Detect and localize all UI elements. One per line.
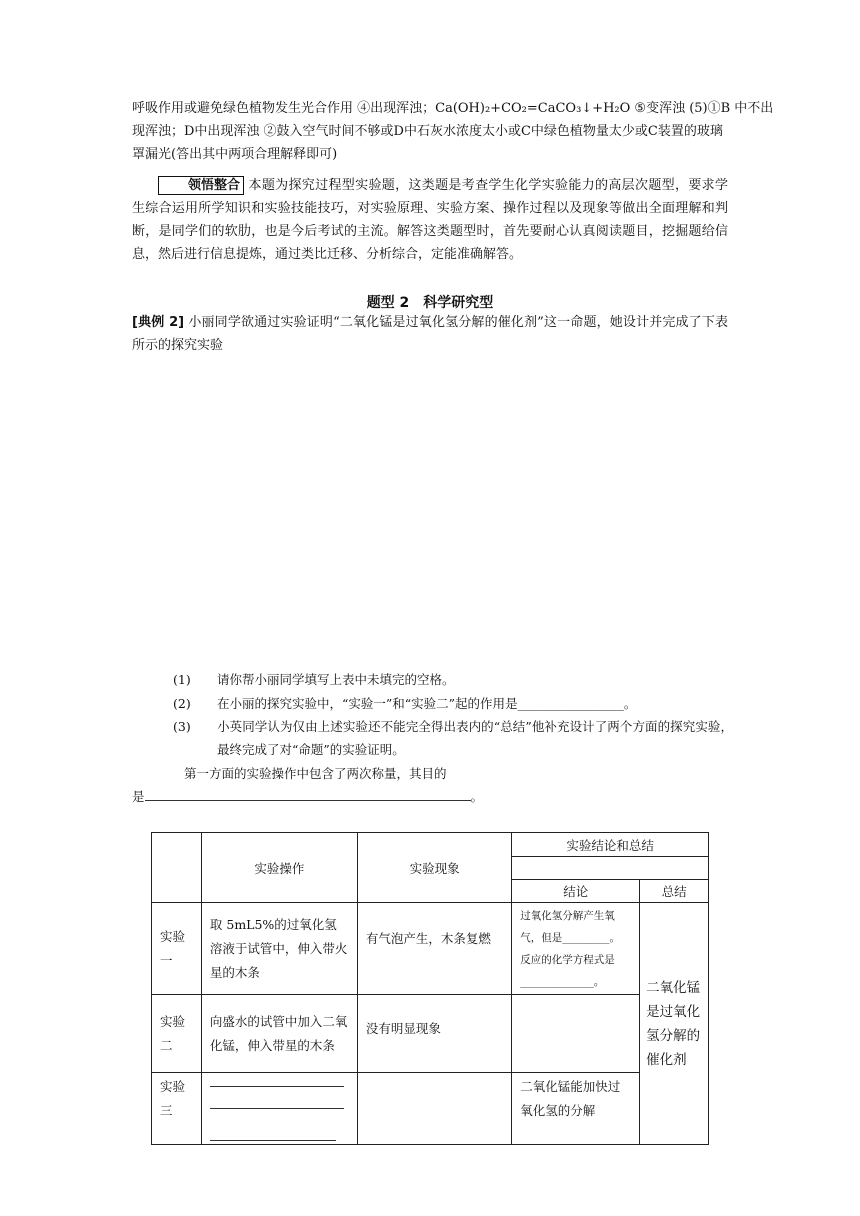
answer-line-3: 罩漏光(答出其中两项合理解释即可) xyxy=(132,147,338,162)
header-empty-cell xyxy=(152,833,202,903)
operation-blank-1[interactable] xyxy=(210,1085,344,1087)
question-number: (2) xyxy=(173,696,191,711)
row-conclusion-3: 二氧化锰能加快过氧化氢的分解 xyxy=(512,1073,640,1145)
summary-cell: 二氧化锰是过氧化氢分解的催化剂 xyxy=(640,903,709,1145)
header-empty-subrow xyxy=(512,857,709,880)
insight-label: 领悟整合 xyxy=(158,176,244,195)
row-conclusion-2 xyxy=(512,995,640,1073)
row-operation-3[interactable] xyxy=(201,1073,357,1145)
question-number: (1) xyxy=(173,672,191,687)
row-name-2: 实验二 xyxy=(152,995,202,1073)
insight-paragraph xyxy=(132,174,728,266)
question-number: (3) xyxy=(173,719,191,734)
row-phenomenon-3[interactable] xyxy=(357,1073,511,1145)
first-aspect-suffix: 。 xyxy=(470,789,484,804)
operation-blank-2[interactable] xyxy=(210,1107,344,1109)
question-text: 小英同学认为仅由上述实验还不能完全得出表内的“总结”他补充设计了两个方面的探究实验，最终完成了对“命题”的实验证明。 xyxy=(217,719,733,757)
conclusion-line: ______________。 xyxy=(520,976,605,988)
question-text: 请你帮小丽同学填写上表中未填完的空格。 xyxy=(217,672,455,687)
header-operation: 实验操作 xyxy=(201,833,357,903)
conclusion-line: 气，但是_________。 xyxy=(520,932,621,944)
question-3 xyxy=(173,715,733,761)
header-conclusion-group: 实验结论和总结 xyxy=(512,833,709,857)
answer-continuation xyxy=(132,97,774,166)
row-phenomenon-2: 没有明显现象 xyxy=(357,995,511,1073)
header-summary: 总结 xyxy=(640,880,709,903)
row-name-1: 实验一 xyxy=(152,903,202,995)
conclusion-line: 过氧化氢分解产生氧 xyxy=(520,910,615,922)
answer-line-2: 现浑浊；D中出现浑浊 ②鼓入空气时间不够或D中石灰水浓度太小或C中绿色植物量太少或C装置的玻璃 xyxy=(132,124,723,139)
question-text: 在小丽的探究实验中，“实验一”和“实验二”起的作用是_________________。 xyxy=(217,696,637,711)
example-intro xyxy=(132,311,728,357)
first-aspect-text: 第一方面的实验操作中包含了两次称量，其目的 xyxy=(184,766,447,781)
example-label: [典例 2] xyxy=(132,315,185,330)
insight-text: 本题为探究过程型实验题，这类题是考查学生化学实验能力的高层次题型，要求学生综合运用所学知识和实验技能技巧，对实验原理、实验方案、操作过程以及现象等做出全面理解和判断，是同学们的软肋，也是今后考试的主流。解答这类题型时，首先要耐心认真阅读题目，挖掘题给信息，然后进行信息提炼，通过类比迁移、分析综合，定能准确解答。 xyxy=(132,178,728,262)
row-operation-2: 向盛水的试管中加入二氧化锰，伸入带星的木条 xyxy=(201,995,357,1073)
header-phenomenon: 实验现象 xyxy=(357,833,511,903)
question-2 xyxy=(173,692,733,715)
conclusion-line: 反应的化学方程式是 xyxy=(520,954,615,966)
row-operation-1: 取 5mL5%的过氧化氢溶液于试管中，伸入带火星的木条 xyxy=(201,903,357,995)
row-phenomenon-1: 有气泡产生，木条复燃 xyxy=(357,903,511,995)
answer-blank[interactable] xyxy=(145,786,471,801)
section-title: 题型 2 科学研究型 xyxy=(366,295,494,311)
row-name-3: 实验三 xyxy=(152,1073,202,1145)
row-conclusion-1 xyxy=(512,903,640,995)
header-conclusion: 结论 xyxy=(512,880,640,903)
first-aspect-prefix: 是 xyxy=(132,789,145,804)
experiment-table xyxy=(151,832,709,1145)
example-text: 小丽同学欲通过实验证明“二氧化锰是过氧化氢分解的催化剂”这一命题，她设计并完成了下表所示的探究实验 xyxy=(132,315,728,353)
answer-line-1: 呼吸作用或避免绿色植物发生光合作用 ④出现浑浊；Ca(OH)₂+CO₂=CaCO₃↓+H₂O ⑤变浑浊 (5)①B 中不出 xyxy=(132,101,774,116)
first-aspect-answer xyxy=(132,785,483,808)
operation-blank-3[interactable] xyxy=(210,1139,336,1141)
question-1 xyxy=(173,668,733,691)
